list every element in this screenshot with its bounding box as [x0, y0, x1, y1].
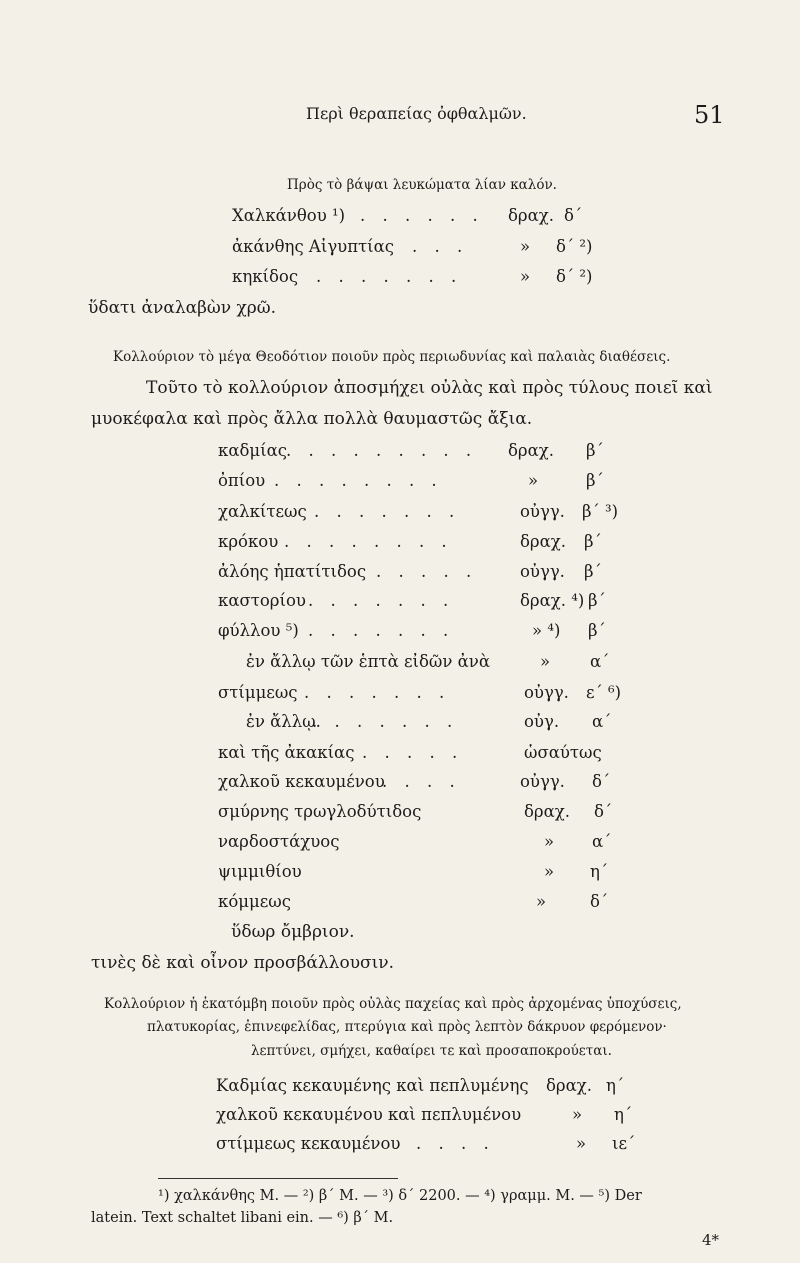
ingredient-unit: δραχ.: [546, 1076, 593, 1095]
section1-closing: ὕδατι ἀναλαβὼν χρῶ.: [88, 298, 277, 318]
ingredient-name: καστορίου: [218, 591, 306, 610]
leader-dots: . . . . . . . . .: [286, 441, 478, 460]
leader-dots: . . . . . . .: [308, 591, 455, 610]
ingredient-unit: δραχ. ⁴): [520, 591, 585, 610]
ingredient-name: ναρδοστάχυος: [218, 832, 340, 851]
ingredient-quantity: ιε´: [612, 1134, 636, 1153]
ingredient-quantity: β´: [586, 441, 604, 460]
running-header: Περὶ θεραπείας ὀφθαλμῶν.: [306, 104, 527, 123]
leader-dots: . . . . . . .: [308, 621, 455, 640]
ingredient-unit: »: [528, 471, 539, 490]
recipe-row: [218, 802, 618, 826]
ingredient-quantity: β´: [588, 591, 606, 610]
footnote-rule: [158, 1178, 398, 1179]
leader-dots: . . . . . . .: [304, 683, 451, 702]
ingredient-unit: οὐγγ.: [520, 502, 565, 521]
ingredient-unit: »: [540, 652, 551, 671]
ingredient-unit: οὐγ.: [524, 712, 560, 731]
ingredient-unit: οὐγγ.: [520, 772, 565, 791]
ingredient-unit: »: [576, 1134, 587, 1153]
leader-dots: . . . . . . .: [316, 267, 463, 286]
section1-heading: Πρὸς τὸ βάψαι λευκώματα λίαν καλόν.: [287, 177, 557, 193]
recipe-row: [218, 562, 618, 586]
ingredient-quantity: α´: [590, 652, 610, 671]
ingredient-unit: ὡσαύτως: [524, 743, 602, 762]
section2-intro-line2: μυοκέφαλα καὶ πρὸς ἄλλα πολλὰ θαυμαστῶς ἄξια.: [91, 409, 533, 429]
ingredient-quantity: δ´ ²): [556, 237, 593, 256]
ingredient-name: ἀλόης ἡπατίτιδος: [218, 562, 367, 581]
section2-closing: τινὲς δὲ καὶ οἶνον προσβάλλουσιν.: [91, 953, 395, 973]
ingredient-name: στίμμεως κεκαυμένου: [216, 1134, 401, 1153]
ingredient-name: χαλκίτεως: [218, 502, 307, 521]
section3-heading-line3: λεπτύνει, σμήχει, καθαίρει τε καὶ προσαποκρούεται.: [251, 1043, 612, 1059]
ingredient-quantity: β´: [588, 621, 606, 640]
recipe-row: [216, 1105, 636, 1129]
ingredient-name: χαλκοῦ κεκαυμένου: [218, 772, 385, 791]
ingredient-unit: δραχ.: [508, 206, 555, 225]
ingredient-name: Καδμίας κεκαυμένης καὶ πεπλυμένης: [216, 1076, 529, 1095]
water-line: ὕδωρ ὄμβριον.: [231, 922, 355, 942]
leader-dots: . . . .: [416, 1134, 495, 1153]
recipe-row: [218, 471, 618, 495]
recipe-row: [246, 652, 626, 676]
ingredient-name: καδμίας: [218, 441, 287, 460]
ingredient-quantity: α´: [592, 712, 612, 731]
ingredient-name: καὶ τῆς ἀκακίας: [218, 743, 355, 762]
section2-intro-line1: Τοῦτο τὸ κολλούριον ἀποσμήχει οὐλὰς καὶ πρὸς τύλους ποιεῖ καὶ: [146, 378, 713, 398]
ingredient-quantity: β´: [584, 562, 602, 581]
leader-dots: . . . . .: [362, 743, 464, 762]
recipe-row: [218, 683, 622, 707]
ingredient-name: στίμμεως: [218, 683, 298, 702]
recipe-row: [216, 1134, 636, 1158]
ingredient-name: κρόκου: [218, 532, 279, 551]
ingredient-name: ἐν ἄλλῳ τῶν ἑπτὰ εἰδῶν ἀνὰ: [246, 652, 490, 671]
footnote-line2: latein. Text schaltet libani ein. — ⁶) β´ M.: [91, 1210, 394, 1226]
ingredient-unit: » ⁴): [532, 621, 561, 640]
footnote-line1: ¹) χαλκάνθης M. — ²) β´ M. — ³) δ´ 2200. — ⁴) γραμμ. M. — ⁵) Der: [158, 1188, 642, 1204]
recipe-row: [218, 532, 618, 556]
recipe-row: [218, 772, 618, 796]
ingredient-unit: »: [544, 832, 555, 851]
ingredient-unit: »: [520, 267, 531, 286]
ingredient-unit: »: [536, 892, 547, 911]
ingredient-name: σμύρνης τρωγλοδύτιδος: [218, 802, 422, 821]
ingredient-quantity: δ´ ²): [556, 267, 593, 286]
leader-dots: . . . . . . . .: [284, 532, 453, 551]
ingredient-name: Χαλκάνθου ¹): [232, 206, 346, 225]
ingredient-quantity: η´: [606, 1076, 625, 1095]
section3-heading-line2: πλατυκορίας, ἐπινεφελίδας, πτερύγια καὶ πρὸς λεπτὸν δάκρυον φερόμενον·: [147, 1019, 667, 1035]
recipe-row: [218, 892, 618, 916]
ingredient-name: κηκίδος: [232, 267, 299, 286]
ingredient-name: ψιμμιθίου: [218, 862, 302, 881]
page-number: 51: [694, 101, 725, 129]
ingredient-unit: δραχ.: [524, 802, 571, 821]
ingredient-name: χαλκοῦ κεκαυμένου καὶ πεπλυμένου: [216, 1105, 522, 1124]
recipe-row: [218, 862, 618, 886]
leader-dots: . . . . .: [376, 562, 478, 581]
recipe-row: [232, 267, 592, 291]
leader-dots: . . . . . .: [360, 206, 484, 225]
recipe-row: [218, 441, 618, 465]
ingredient-quantity: δ´: [594, 802, 613, 821]
section3-heading-line1: Κολλούριον ἡ ἑκατόμβη ποιοῦν πρὸς οὐλὰς παχείας καὶ πρὸς ἀρχομένας ὑποχύσεις,: [104, 996, 682, 1012]
ingredient-name: ἀκάνθης Αἰγυπτίας: [232, 237, 395, 256]
ingredient-quantity: ε´ ⁶): [586, 683, 622, 702]
ingredient-quantity: β´: [586, 471, 604, 490]
ingredient-quantity: β´: [584, 532, 602, 551]
ingredient-unit: »: [520, 237, 531, 256]
ingredient-quantity: δ´: [590, 892, 609, 911]
recipe-row: [216, 1076, 636, 1100]
ingredient-unit: δραχ.: [508, 441, 555, 460]
recipe-row: [218, 591, 618, 615]
recipe-row: [218, 502, 618, 526]
ingredient-quantity: δ´: [564, 206, 583, 225]
ingredient-unit: »: [544, 862, 555, 881]
ingredient-quantity: η´: [590, 862, 609, 881]
recipe-row: [218, 621, 618, 645]
ingredient-quantity: α´: [592, 832, 612, 851]
signature-mark: 4*: [702, 1231, 720, 1249]
leader-dots: . . . . . . . .: [274, 471, 443, 490]
recipe-row: [218, 832, 618, 856]
leader-dots: . . . .: [382, 772, 461, 791]
leader-dots: . . .: [412, 237, 469, 256]
leader-dots: . . . . . . .: [314, 502, 461, 521]
ingredient-quantity: η´: [614, 1105, 633, 1124]
recipe-row: [246, 712, 626, 736]
ingredient-name: κόμμεως: [218, 892, 291, 911]
recipe-row: [218, 743, 618, 767]
ingredient-unit: οὐγγ.: [520, 562, 565, 581]
ingredient-unit: οὐγγ.: [524, 683, 569, 702]
leader-dots: . . . . . . .: [312, 712, 459, 731]
ingredient-quantity: β´ ³): [582, 502, 619, 521]
ingredient-unit: δραχ.: [520, 532, 567, 551]
section2-heading: Κολλούριον τὸ μέγα Θεοδότιον ποιοῦν πρὸς περιωδυνίας καὶ παλαιὰς διαθέσεις.: [113, 349, 671, 365]
ingredient-name: ἐν ἄλλῳ.: [246, 712, 321, 731]
ingredient-name: ὀπίου: [218, 471, 266, 490]
recipe-row: [232, 237, 592, 261]
ingredient-unit: »: [572, 1105, 583, 1124]
ingredient-quantity: δ´: [592, 772, 611, 791]
recipe-row: [232, 206, 592, 230]
ingredient-name: φύλλου ⁵): [218, 621, 299, 640]
